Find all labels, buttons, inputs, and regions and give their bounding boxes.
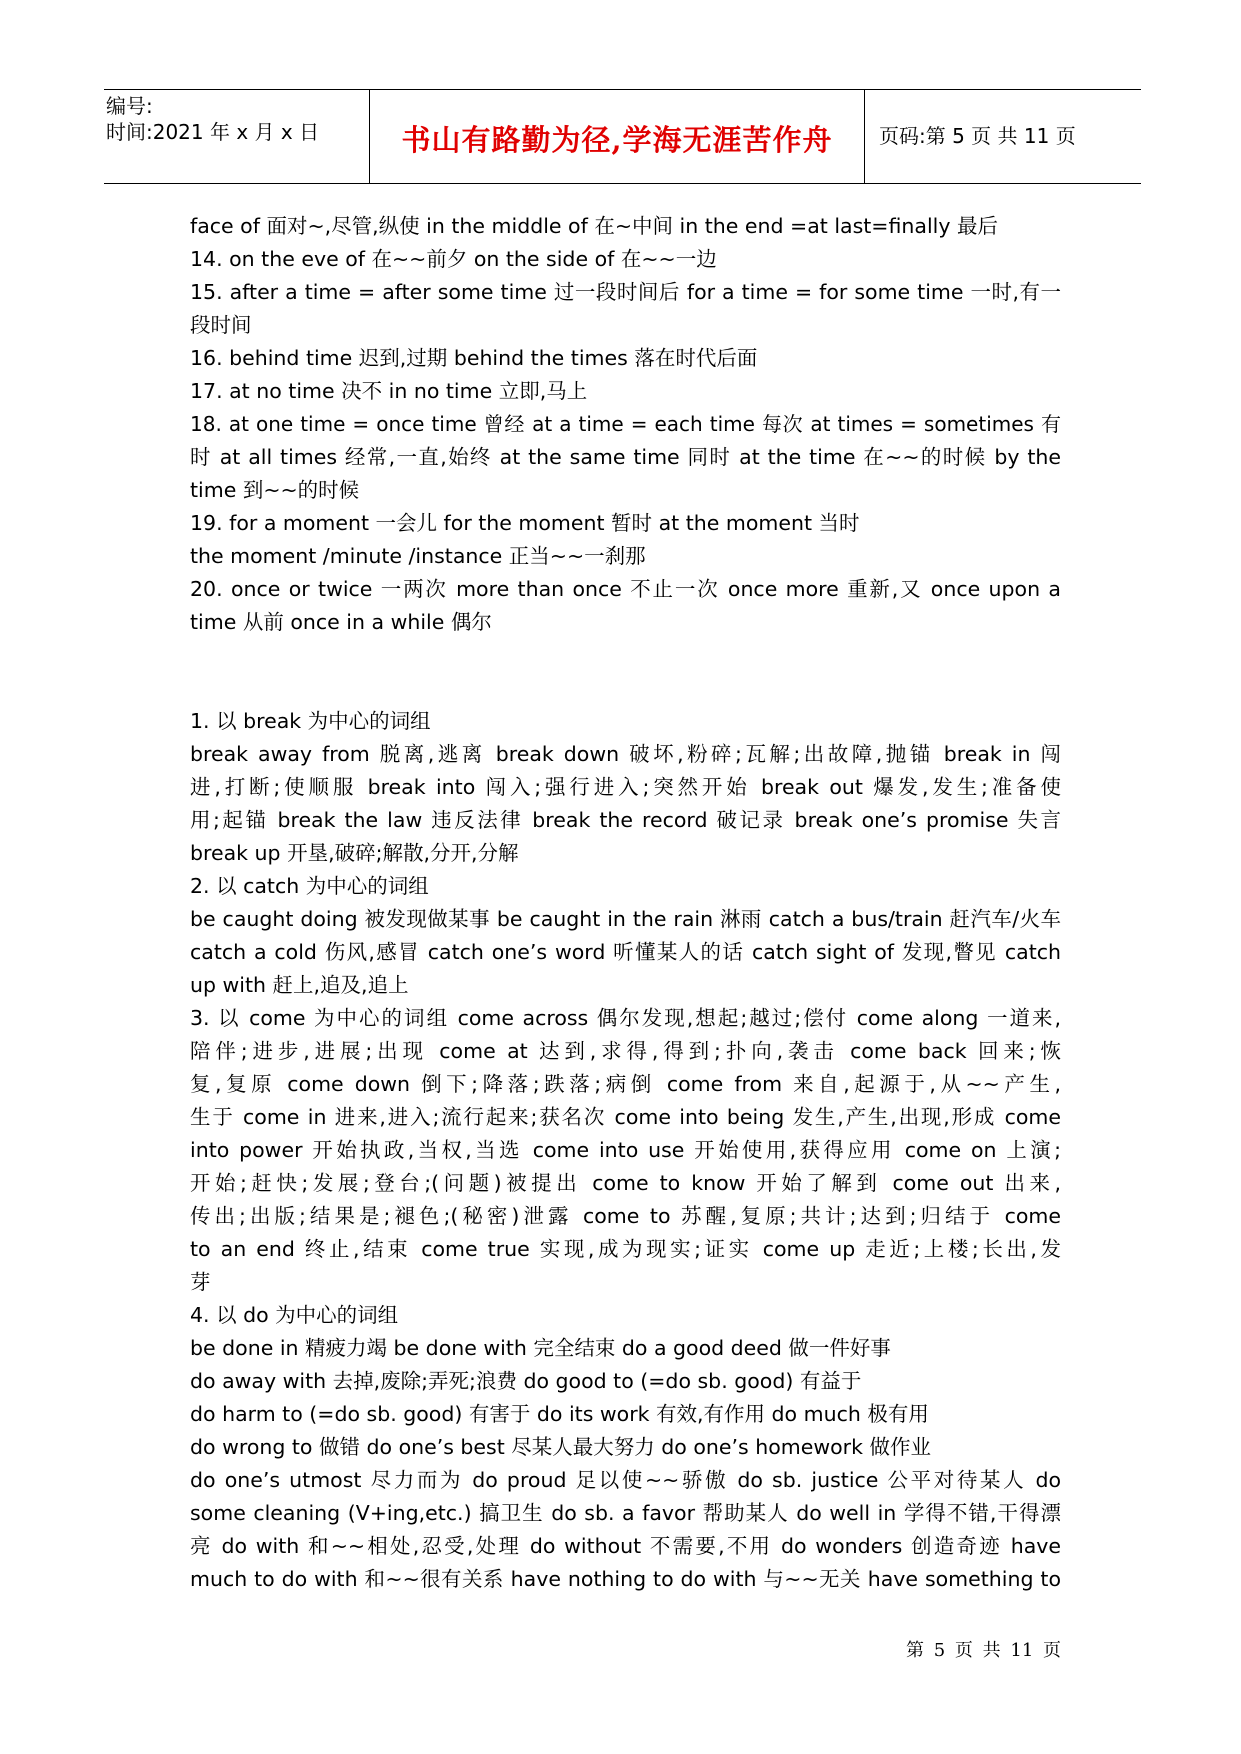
text-line: break away from 脱离,逃离 break down 破坏,粉碎;瓦解;出故障,抛锚 break in 闯 (190, 742, 1061, 766)
text-line: face of 面对~,尽管,纵使 in the middle of 在~中间 in the end =at last=finally 最后 (190, 214, 998, 238)
text-line: time 到~~的时候 (190, 478, 360, 502)
header-page-cell (865, 90, 1141, 183)
text-line: 开始;赶快;发展;登台;(问题)被提出 come to know 开始了解到 come out 出来, (190, 1171, 1061, 1195)
page-number-label: 页码:第 5 页 共 11 页 (879, 124, 1076, 148)
serial-number-label: 编号: (106, 94, 153, 118)
text-line: 18. at one time = once time 曾经 at a time = each time 每次 at times = sometimes 有 (190, 412, 1061, 436)
text-line: 1. 以 break 为中心的词组 (190, 709, 431, 733)
text-line: 时 at all times 经常,一直,始终 at the same time 同时 at the time 在~~的时候 by the (190, 445, 1061, 469)
text-line: do away with 去掉,废除;弄死;浪费 do good to (=do sb. good) 有益于 (190, 1369, 862, 1393)
text-line: do harm to (=do sb. good) 有害于 do its work 有效,有作用 do much 极有用 (190, 1402, 929, 1426)
document-body (190, 210, 1061, 1596)
text-line: 亮 do with 和~~相处,忍受,处理 do without 不需要,不用 do wonders 创造奇迹 have (190, 1534, 1061, 1558)
text-line (190, 639, 1061, 672)
text-line: 陪伴;进步,进展;出现 come at 达到,求得,得到;扑向,袭击 come back 回来;恢 (190, 1039, 1061, 1063)
header-motto-cell (370, 90, 865, 183)
text-line: 段时间 (190, 313, 252, 337)
text-line: do wrong to 做错 do one’s best 尽某人最大努力 do one’s homework 做作业 (190, 1435, 931, 1459)
text-line: 传出;出版;结果是;褪色;(秘密)泄露 come to 苏醒,复原;共计;达到;归结于 come (190, 1204, 1061, 1228)
text-line: 15. after a time = after some time 过一段时间后 for a time = for some time 一时,有一 (190, 280, 1061, 304)
text-line: into power 开始执政,当权,当选 come into use 开始使用,获得应用 come on 上演; (190, 1138, 1061, 1162)
text-line: 16. behind time 迟到,过期 behind the times 落在时代后面 (190, 346, 758, 370)
text-line (190, 672, 1061, 705)
text-line: 20. once or twice 一两次 more than once 不止一次 once more 重新,又 once upon a (190, 577, 1061, 601)
text-line: 用;起锚 break the law 违反法律 break the record 破记录 break one’s promise 失言 (190, 808, 1061, 832)
text-line: some cleaning (V+ing,etc.) 搞卫生 do sb. a favor 帮助某人 do well in 学得不错,干得漂 (190, 1501, 1061, 1525)
text-line: 14. on the eve of 在~~前夕 on the side of 在~~一边 (190, 247, 717, 271)
text-line: be done in 精疲力竭 be done with 完全结束 do a good deed 做一件好事 (190, 1336, 891, 1360)
page-footer: 第 5 页 共 11 页 (906, 1640, 1061, 1661)
text-line: much to do with 和~~很有关系 have nothing to do with 与~~无关 have something to (190, 1567, 1061, 1591)
text-line: do one’s utmost 尽力而为 do proud 足以使~~骄傲 do sb. justice 公平对待某人 do (190, 1468, 1061, 1492)
text-line: 进,打断;使顺服 break into 闯入;强行进入;突然开始 break out 爆发,发生;准备使 (190, 775, 1061, 799)
text-line: 17. at no time 决不 in no time 立即,马上 (190, 379, 588, 403)
header-meta-cell (104, 90, 370, 183)
text-line: catch a cold 伤风,感冒 catch one’s word 听懂某人的话 catch sight of 发现,瞥见 catch (190, 940, 1061, 964)
motto-title: 书山有路勤为径,学海无涯苦作舟 (401, 123, 833, 157)
date-label: 时间:2021 年 x 月 x 日 (106, 120, 320, 144)
text-line: be caught doing 被发现做某事 be caught in the rain 淋雨 catch a bus/train 赶汽车/火车 (190, 907, 1061, 931)
text-line: the moment /minute /instance 正当~~一刹那 (190, 544, 646, 568)
text-line: break up 开垦,破碎;解散,分开,分解 (190, 841, 519, 865)
text-line: up with 赶上,追及,追上 (190, 973, 409, 997)
text-line: 19. for a moment 一会儿 for the moment 暂时 at the moment 当时 (190, 511, 860, 535)
text-line: 3. 以 come 为中心的词组 come across 偶尔发现,想起;越过;偿付 come along 一道来, (190, 1006, 1061, 1030)
text-line: 复,复原 come down 倒下;降落;跌落;病倒 come from 来自,起源于,从~~产生, (190, 1072, 1061, 1096)
text-line: 生于 come in 进来,进入;流行起来;获名次 come into being 发生,产生,出现,形成 come (190, 1105, 1061, 1129)
page-header (104, 89, 1141, 184)
text-line: 2. 以 catch 为中心的词组 (190, 874, 429, 898)
text-line: 芽 (190, 1270, 211, 1294)
text-line: time 从前 once in a while 偶尔 (190, 610, 492, 634)
text-line: to an end 终止,结束 come true 实现,成为现实;证实 come up 走近;上楼;长出,发 (190, 1237, 1061, 1261)
text-line: 4. 以 do 为中心的词组 (190, 1303, 399, 1327)
